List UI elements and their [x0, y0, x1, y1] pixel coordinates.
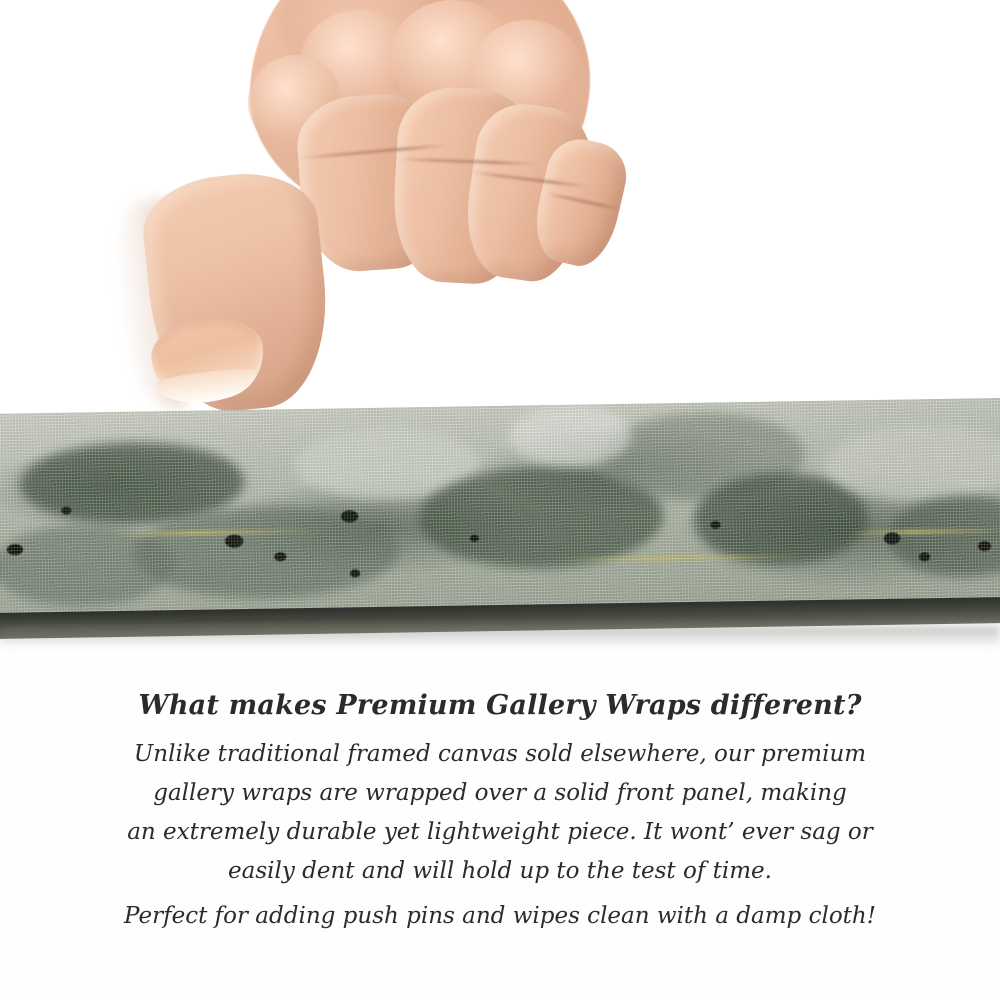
caption-closing-line: Perfect for adding push pins and wipes clean with a damp cloth!	[124, 903, 876, 929]
caption-heading: What makes Premium Gallery Wraps different?	[138, 690, 862, 721]
caption-block	[0, 690, 1000, 936]
canvas-artwork-strip	[0, 398, 1000, 630]
caption-line: gallery wraps are wrapped over a solid front panel, making	[153, 780, 847, 806]
canvas-drop-shadow	[0, 626, 1000, 648]
caption-line: easily dent and will hold up to the test of time.	[228, 858, 772, 884]
hand-photo-region	[0, 0, 1000, 415]
caption-line: Unlike traditional framed canvas sold elsewhere, our premium	[133, 741, 867, 767]
caption-line: an extremely durable yet lightweight piece. It wont’ ever sag or	[127, 819, 873, 845]
texture-blob	[887, 494, 1000, 578]
texture-blob	[0, 523, 175, 607]
